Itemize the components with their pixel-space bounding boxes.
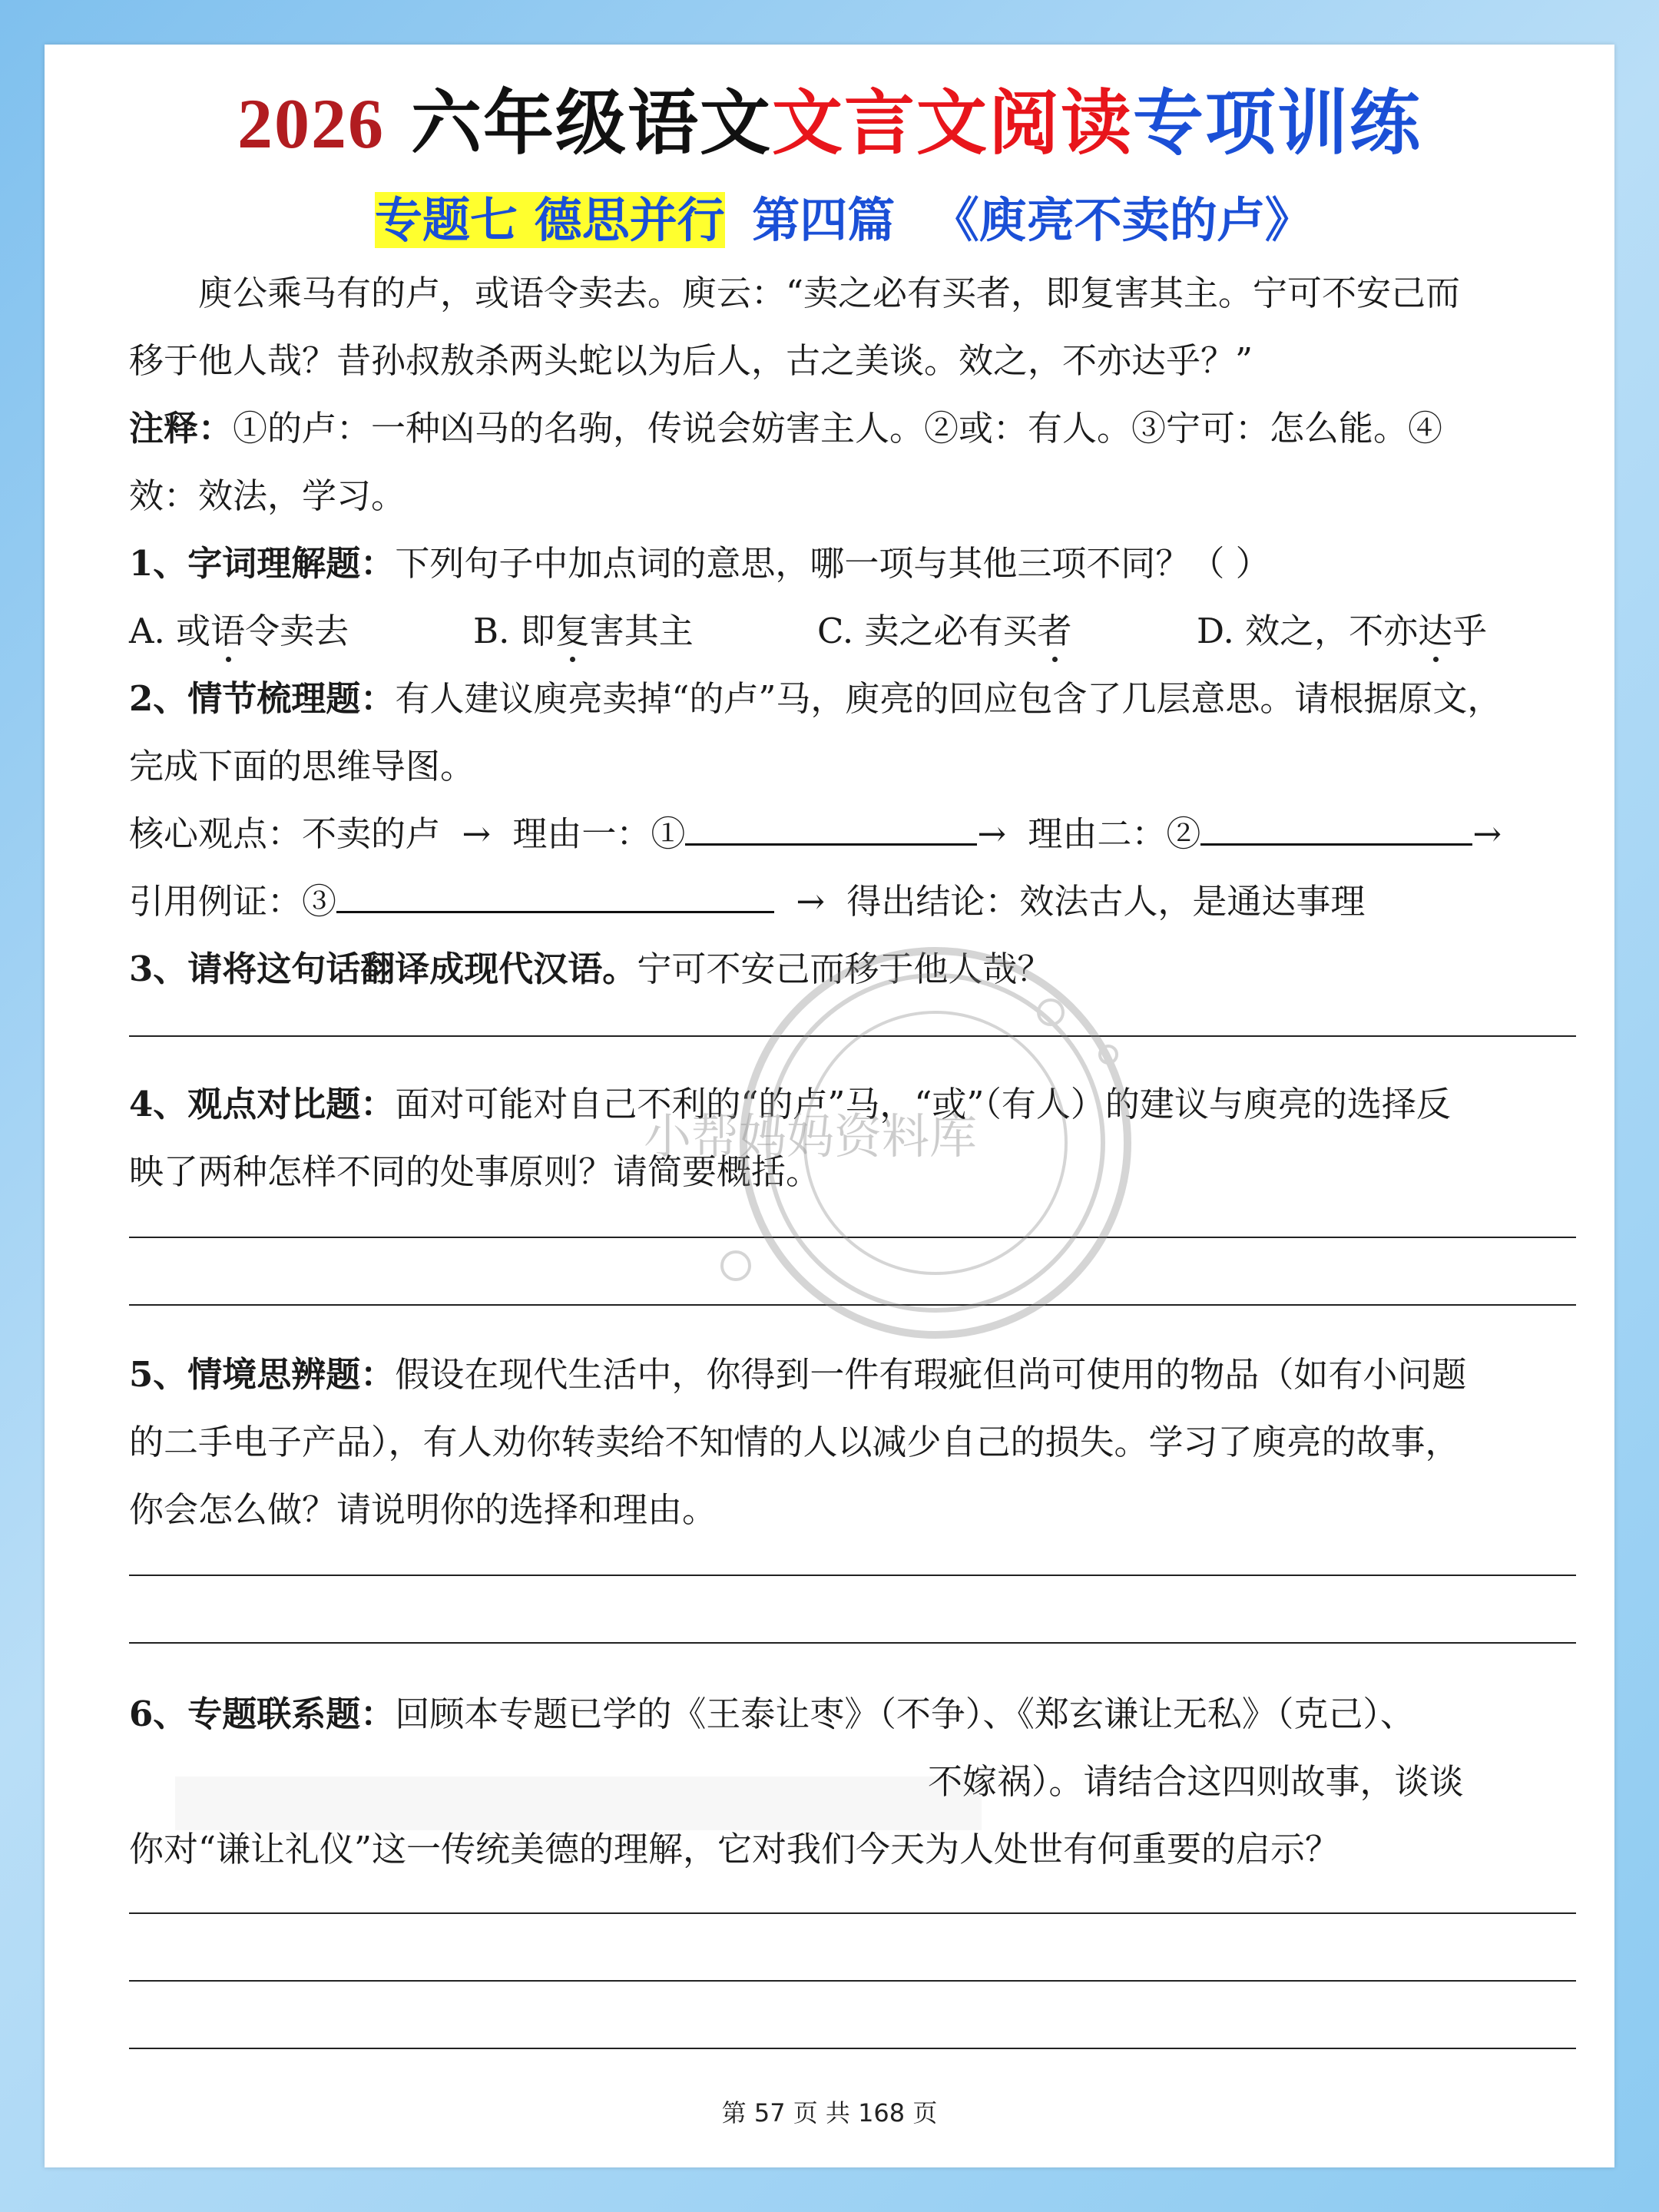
q3-label: 3、请将这句话翻译成现代汉语。	[129, 949, 637, 989]
citation-blank[interactable]	[336, 903, 774, 913]
q1-option-a	[129, 610, 349, 653]
q2-label: 2、情节梳理题：	[129, 678, 396, 719]
arrow-icon: →	[462, 813, 492, 854]
q3-prompt	[129, 948, 1051, 991]
notes-line-1	[129, 407, 1442, 450]
q6-prompt-line-1	[129, 1693, 1415, 1736]
redacted-area	[175, 1777, 982, 1830]
mindmap-core: 核心观点：不卖的卢	[129, 813, 441, 854]
notes-label: 注释：	[129, 408, 233, 449]
option-post: 令卖去	[245, 611, 349, 651]
q4-prompt-line-2: 映了两种怎样不同的处事原则？请简要概括。	[129, 1151, 821, 1192]
q5-prompt-line-2: 的二手电子产品），有人劝你转卖给不知情的人以减少自己的损失。学习了庾亮的故事，	[129, 1422, 1460, 1462]
option-dotted-word: 语	[210, 611, 246, 651]
option-pre: 或	[176, 611, 211, 651]
option-dotted-word: 者	[1037, 611, 1072, 651]
notes-line-2: 效：效法，学习。	[129, 475, 406, 516]
q4-answer-line-2[interactable]	[129, 1304, 1576, 1306]
q6-answer-line-1[interactable]	[129, 1912, 1576, 1914]
passage-line-1: 庾公乘马有的卢，或语令卖去。庾云：“卖之必有买者，即复害其主。宁可不安己而	[198, 273, 1461, 313]
title-grade: 六年级语文	[410, 81, 772, 164]
watermark-text: 小帮妈妈资料库	[644, 1108, 978, 1164]
option-post: 害其主	[589, 611, 694, 651]
q4-answer-line-1[interactable]	[129, 1237, 1576, 1238]
q1-label: 1、字词理解题：	[129, 543, 396, 584]
title-training: 专项训练	[1133, 81, 1422, 164]
q4-text: 面对可能对自己不利的“的卢”马，“或”（有人）的建议与庾亮的选择反	[395, 1084, 1451, 1124]
mindmap-reason-2: 理由二：②	[1028, 813, 1201, 854]
worksheet-page	[45, 45, 1614, 2167]
arrow-icon: →	[796, 881, 826, 922]
q3-answer-line[interactable]	[129, 1035, 1576, 1037]
q2-mindmap-row-2	[129, 880, 1365, 923]
q5-answer-line-2[interactable]	[129, 1642, 1576, 1644]
passage-line-2: 移于他人哉？昔孙叔敖杀两头蛇以为后人，古之美谈。效之，不亦达乎？”	[129, 340, 1253, 381]
subtitle-name: 《庾亮不卖的卢》	[931, 192, 1313, 248]
q1-text: 下列句子中加点词的意思，哪一项与其他三项不同？（ ）	[395, 543, 1270, 584]
mindmap-reason-1: 理由一：①	[512, 813, 686, 854]
page-subtitle	[375, 187, 1313, 253]
q2-mindmap-row-1	[129, 813, 1502, 856]
q1-prompt	[129, 542, 1270, 585]
q5-answer-line-1[interactable]	[129, 1575, 1576, 1576]
mindmap-citation: 引用例证：③	[129, 881, 337, 922]
option-letter: A.	[129, 611, 165, 651]
q6-prompt-line-2: 不嫁祸）。请结合这四则故事，谈谈	[928, 1761, 1464, 1802]
option-post: 乎	[1452, 611, 1488, 651]
q5-text: 假设在现代生活中，你得到一件有瑕疵但尚可使用的物品（如有小问题	[395, 1354, 1467, 1395]
option-letter: B.	[473, 611, 510, 651]
option-pre: 卖之必有买	[864, 611, 1038, 651]
q1-option-d	[1197, 610, 1487, 653]
option-pre: 效之，不亦	[1245, 611, 1419, 651]
arrow-icon: →	[1472, 813, 1502, 854]
subtitle-topic: 专题七 德思并行	[375, 192, 725, 248]
notes-text: ①的卢：一种凶马的名驹，传说会妨害主人。②或：有人。③宁可：怎么能。④	[233, 408, 1443, 449]
option-dotted-word: 达	[1418, 611, 1453, 651]
q6-label: 6、专题联系题：	[129, 1694, 396, 1734]
title-topic: 文言文阅读	[772, 81, 1134, 164]
q5-prompt-line-1	[129, 1353, 1466, 1396]
title-year: 2026	[237, 84, 385, 163]
q6-answer-line-2[interactable]	[129, 1980, 1576, 1982]
reason-2-blank[interactable]	[1200, 836, 1472, 846]
mindmap-conclusion: 得出结论：效法古人，是通达事理	[846, 881, 1366, 922]
q6-text: 回顾本专题已学的《王泰让枣》（不争）、《郑玄谦让无私》（克己）、	[395, 1694, 1415, 1734]
q5-label: 5、情境思辨题：	[129, 1354, 396, 1395]
q2-prompt-line-1	[129, 677, 1502, 720]
option-letter: D.	[1197, 611, 1234, 651]
q2-text: 有人建议庾亮卖掉“的卢”马，庾亮的回应包含了几层意思。请根据原文，	[395, 678, 1502, 719]
arrow-icon: →	[977, 813, 1007, 854]
q1-option-c	[817, 610, 1071, 653]
page-title	[45, 77, 1614, 170]
q1-option-b	[473, 610, 694, 653]
q5-prompt-line-3: 你会怎么做？请说明你的选择和理由。	[129, 1489, 717, 1530]
q4-label: 4、观点对比题：	[129, 1084, 396, 1124]
option-letter: C.	[817, 611, 854, 651]
q6-answer-line-3[interactable]	[129, 2048, 1576, 2049]
q6-prompt-line-3: 你对“谦让礼仪”这一传统美德的理解，它对我们今天为人处世有何重要的启示？	[129, 1829, 1340, 1869]
subtitle-part: 第四篇	[752, 192, 896, 248]
option-dotted-word: 复	[555, 611, 590, 651]
page-number: 第 57 页 共 168 页	[721, 2098, 938, 2128]
q2-prompt-line-2: 完成下面的思维导图。	[129, 746, 475, 786]
reason-1-blank[interactable]	[685, 836, 977, 846]
q3-text: 宁可不安己而移于他人哉？	[637, 949, 1052, 989]
option-pre: 即	[520, 611, 555, 651]
